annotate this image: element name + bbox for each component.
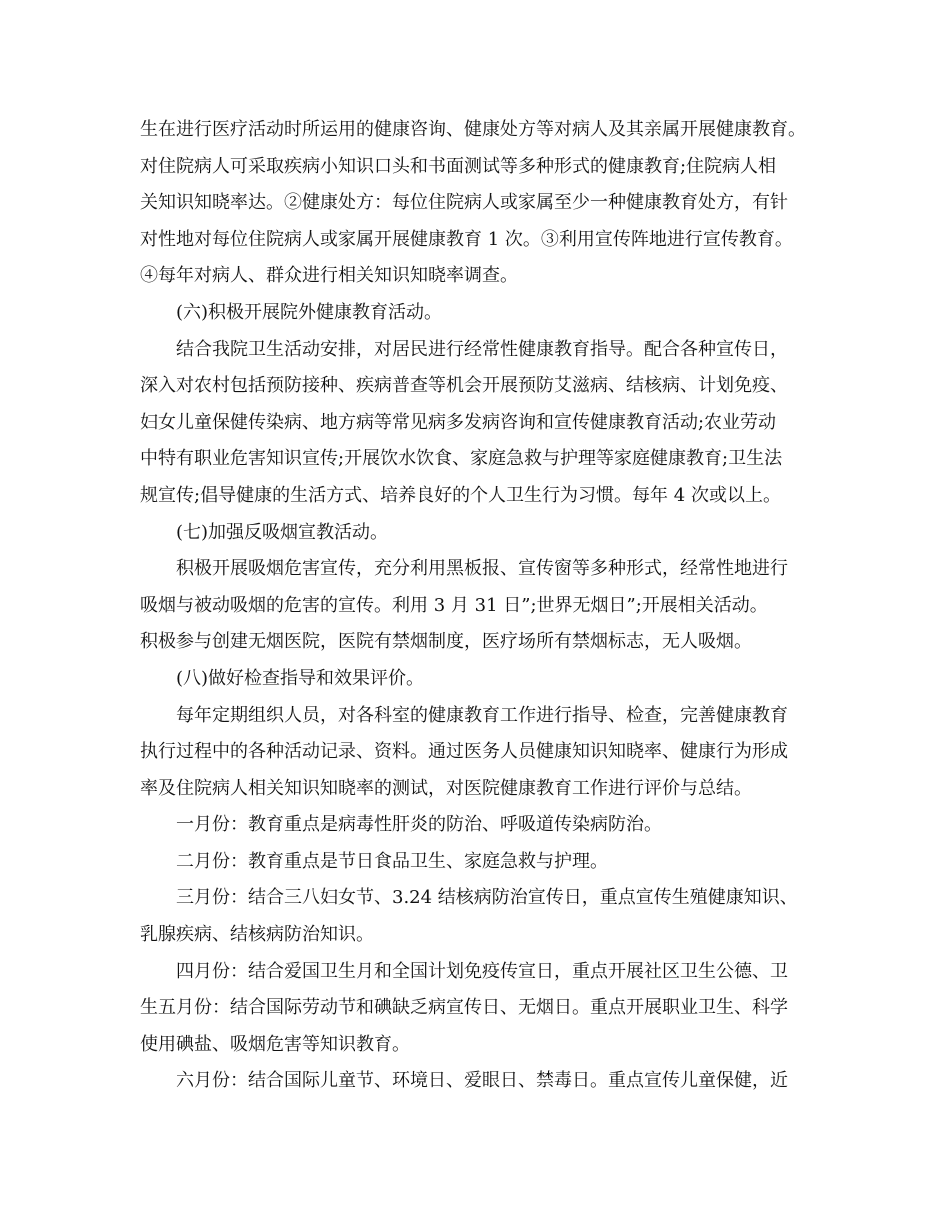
text-line: (七)加强反吸烟宣教活动。 <box>176 521 389 543</box>
text-line: 积极参与创建无烟医院，医院有禁烟制度，医疗场所有禁烟标志，无人吸烟。 <box>140 631 752 653</box>
text-line: 结合我院卫生活动安排，对居民进行经常性健康教育指导。配合各种宣传日， <box>176 338 788 360</box>
text-line: 生在进行医疗活动时所运用的健康咨询、健康处方等对病人及其亲属开展健康教育。 <box>140 119 806 140</box>
text-line: 四月份：结合爱国卫生月和全国计划免疫传宣日，重点开展社区卫生公德、卫 <box>176 960 788 982</box>
text-line: 执行过程中的各种活动记录、资料。通过医务人员健康知识知晓率、健康行为形成 <box>140 741 788 763</box>
text-line: 积极开展吸烟危害宣传，充分利用黑板报、宣传窗等多种形式，经常性地进行 <box>176 558 788 580</box>
text-line: (八)做好检查指导和效果评价。 <box>176 667 425 689</box>
text-line: 使用碘盐、吸烟危害等知识教育。 <box>140 1033 410 1055</box>
text-line: 规宣传;倡导健康的生活方式、培养良好的个人卫生行为习惯。每年 4 次或以上。 <box>140 484 781 506</box>
text-line: 妇女儿童保健传染病、地方病等常见病多发病咨询和宣传健康教育活动;农业劳动 <box>140 411 777 433</box>
text-line: 二月份：教育重点是节日食品卫生、家庭急救与护理。 <box>176 850 608 872</box>
document-page <box>140 112 820 1100</box>
text-line: 中特有职业危害知识宣传;开展饮水饮食、家庭急救与护理等家庭健康教育;卫生法 <box>140 448 783 470</box>
text-line: 生五月份：结合国际劳动节和碘缺乏病宣传日、无烟日。重点开展职业卫生、科学 <box>140 997 788 1019</box>
text-line: 一月份：教育重点是病毒性肝炎的防治、呼吸道传染病防治。 <box>176 814 662 836</box>
text-line: ④每年对病人、群众进行相关知识知晓率调查。 <box>140 265 518 287</box>
text-line: 关知识知晓率达。②健康处方：每位住院病人或家属至少一种健康教育处方，有针 <box>140 192 788 214</box>
text-line: 每年定期组织人员，对各科室的健康教育工作进行指导、检查，完善健康教育 <box>176 704 788 726</box>
text-line: 率及住院病人相关知识知晓率的测试，对医院健康教育工作进行评价与总结。 <box>140 777 752 799</box>
text-line: 对住院病人可采取疾病小知识口头和书面测试等多种形式的健康教育;住院病人相 <box>140 155 777 177</box>
text-line: 对性地对每位住院病人或家属开展健康教育 1 次。③利用宣传阵地进行宣传教育。 <box>140 228 793 250</box>
text-line: (六)积极开展院外健康教育活动。 <box>176 301 443 323</box>
text-line: 深入对农村包括预防接种、疾病普查等机会开展预防艾滋病、结核病、计划免疫、 <box>140 375 788 397</box>
text-line: 乳腺疾病、结核病防治知识。 <box>140 924 374 946</box>
text-line: 六月份：结合国际儿童节、环境日、爱眼日、禁毒日。重点宣传儿童保健，近 <box>176 1070 788 1092</box>
text-line: 三月份：结合三八妇女节、3.24 结核病防治宣传日，重点宣传生殖健康知识、 <box>176 887 798 909</box>
text-line: 吸烟与被动吸烟的危害的宣传。利用 3 月 31 日”;世界无烟日”;开展相关活动。 <box>140 594 768 616</box>
